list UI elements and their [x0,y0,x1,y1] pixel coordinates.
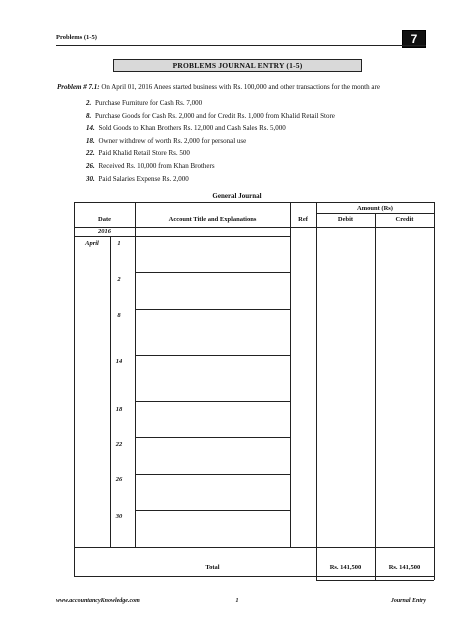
problem-intro [57,83,380,91]
page-badge: 7 [402,30,426,48]
transaction-text: Purchase Goods for Cash Rs. 2,000 and for Credit Rs. 1,000 from Khalid Retail Store [95,111,335,120]
amount-header: Amount (Rs) [357,205,393,212]
debit-header: Debit [337,216,354,223]
transaction-text: Paid Salaries Expense Rs. 2,000 [98,174,189,183]
page-title: PROBLEMS JOURNAL ENTRY (1-5) [113,59,362,72]
entry-separator [135,437,290,438]
transaction-item [86,97,335,110]
date-header: Date [98,216,111,223]
header-divider [56,45,426,46]
transaction-text: Paid Khalid Retail Store Rs. 500 [98,149,190,158]
day-label: 1 [117,240,121,247]
section-label: Problems (1-5) [56,34,97,41]
table-top-border [74,202,434,203]
footer-page-number: 1 [235,598,239,604]
entry-separator [135,474,290,475]
ref-debit-divider [316,202,317,580]
footer-subject: Journal Entry [390,598,426,604]
transaction-item [86,122,335,135]
table-left-border [74,202,75,576]
month-label: April [85,240,99,247]
entry-separator [135,510,290,511]
day-label: 30 [115,513,123,520]
transaction-day: 2. [86,99,92,107]
transaction-text: Received Rs. 10,000 from Khan Brothers [98,161,215,170]
debit-credit-divider [375,213,376,580]
entry-separator [135,355,290,356]
day-label: 18 [115,406,123,413]
transaction-text: Purchase Furniture for Cash Rs. 7,000 [95,99,203,107]
transaction-text: Owner withdrew of worth Rs. 2,000 for personal use [98,136,247,145]
table-right-border [434,202,435,580]
day-label: 2 [117,276,121,283]
ref-header: Ref [298,216,308,223]
transaction-item [86,173,335,186]
account-header: Account Title and Explanations [168,216,257,223]
entry-separator [135,272,290,273]
year-label: 2016 [98,228,111,235]
transaction-text: Sold Goods to Khan Brothers Rs. 12,000 and Cash Sales Rs. 5,000 [98,124,286,133]
transaction-item [86,110,335,123]
day-label: 14 [115,358,123,365]
total-label: Total [205,564,220,571]
account-ref-divider [290,202,291,547]
transaction-item [86,147,335,160]
problem-label: Problem # 7.1: [57,83,100,91]
transaction-day: 26. [86,161,95,170]
entry-separator [135,236,290,237]
body-bottom-line [74,547,434,548]
entry-separator [135,401,290,402]
month-day-divider [110,236,111,547]
transaction-item [86,135,335,148]
problem-intro-text: On April 01, 2016 Anees started business with Rs. 100,000 and other transactions for the month are [101,83,380,91]
year-row-bottom [74,236,135,237]
transaction-day: 8. [86,111,92,120]
transaction-day: 14. [86,124,95,133]
transaction-item [86,160,335,173]
total-debit: Rs. 141,500 [329,564,362,571]
total-credit: Rs. 141,500 [388,564,421,571]
date-account-divider [135,202,136,547]
day-label: 22 [115,441,123,448]
credit-header: Credit [395,216,414,223]
table-bottom-border [74,576,434,577]
entry-separator [135,309,290,310]
transaction-day: 18. [86,136,95,145]
footer-website: www.accountancyKnowledge.com [56,598,140,604]
day-label: 8 [117,312,121,319]
total-double-underline [316,580,434,581]
day-label: 26 [115,476,123,483]
transaction-day: 30. [86,174,95,183]
transaction-day: 22. [86,149,95,158]
transaction-list [86,97,335,185]
journal-title: General Journal [212,192,262,200]
